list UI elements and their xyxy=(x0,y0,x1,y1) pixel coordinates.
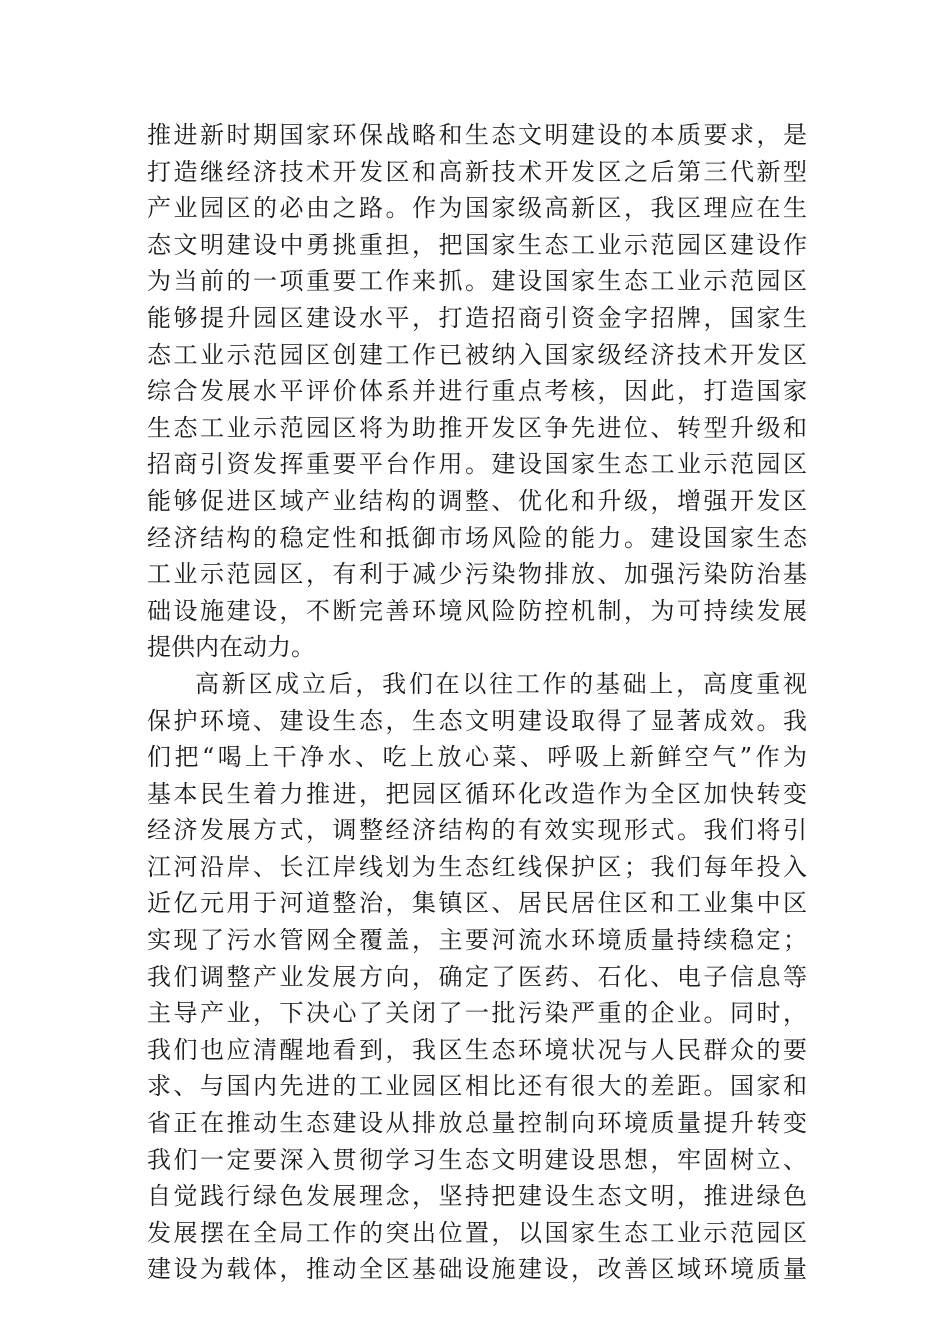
paragraph-line: 自觉践行绿色发展理念，坚持把建设生态文明，推进绿色 xyxy=(147,1182,807,1211)
paragraph-line: 江河沿岸、长江岸线划为生态红线保护区；我们每年投入 xyxy=(147,852,807,881)
paragraph-line: 提供内在动力。 xyxy=(147,633,315,662)
paragraph-line: 工业示范园区，有利于减少污染物排放、加强污染防治基 xyxy=(147,560,807,589)
paragraph-line: 态文明建设中勇挑重担，把国家生态工业示范园区建设作 xyxy=(147,230,807,259)
paragraph-line: 我们一定要深入贯彻学习生态文明建设思想，牢固树立、 xyxy=(147,1145,807,1174)
paragraph-line: 为当前的一项重要工作来抓。建设国家生态工业示范园区 xyxy=(147,267,807,296)
paragraph-line: 近亿元用于河道整治，集镇区、居民居住区和工业集中区 xyxy=(147,889,807,918)
paragraph-line: 招商引资发挥重要平台作用。建设国家生态工业示范园区 xyxy=(147,450,807,479)
paragraph-line: 产业园区的必由之路。作为国家级高新区，我区理应在生 xyxy=(147,194,807,223)
paragraph-line: 我们也应清醒地看到，我区生态环境状况与人民群众的要 xyxy=(147,1035,807,1064)
paragraph-line: 能够促进区域产业结构的调整、优化和升级，增强开发区 xyxy=(147,486,807,515)
paragraph-line: 生态工业示范园区将为助推开发区争先进位、转型升级和 xyxy=(147,413,807,442)
paragraph-line: 基本民生着力推进，把园区循环化改造作为全区加快转变 xyxy=(147,779,807,808)
paragraph-line: 主导产业，下决心了关闭了一批污染严重的企业。同时， xyxy=(147,999,807,1028)
paragraph-line: 综合发展水平评价体系并进行重点考核，因此，打造国家 xyxy=(147,377,807,406)
paragraph-line: 能够提升园区建设水平，打造招商引资金字招牌，国家生 xyxy=(147,303,807,332)
paragraph-line: 实现了污水管网全覆盖，主要河流水环境质量持续稳定； xyxy=(147,926,807,955)
paragraph-line: 础设施建设，不断完善环境风险防控机制，为可持续发展 xyxy=(147,596,807,625)
body-text xyxy=(147,117,807,1288)
paragraph-line: 求、与国内先进的工业园区相比还有很大的差距。国家和 xyxy=(147,1072,807,1101)
paragraph-line: 保护环境、建设生态，生态文明建设取得了显著成效。我 xyxy=(147,706,807,735)
paragraph xyxy=(147,117,807,666)
paragraph xyxy=(147,666,807,1288)
paragraph-line: 推进新时期国家环保战略和生态文明建设的本质要求，是 xyxy=(147,121,807,149)
paragraph-line: 经济发展方式，调整经济结构的有效实现形式。我们将引 xyxy=(147,816,807,845)
paragraph-line: 建设为载体，推动全区基础设施建设，改善区域环境质量 xyxy=(147,1255,807,1284)
paragraph-line: 经济结构的稳定性和抵御市场风险的能力。建设国家生态 xyxy=(147,523,807,552)
paragraph-line: 态工业示范园区创建工作已被纳入国家级经济技术开发区 xyxy=(147,340,807,369)
paragraph-line: 打造继经济技术开发区和高新技术开发区之后第三代新型 xyxy=(147,157,807,186)
paragraph-line: 高新区成立后，我们在以往工作的基础上，高度重视 xyxy=(195,669,807,698)
paragraph-line: 们把“喝上干净水、吃上放心菜、呼吸上新鲜空气”作为 xyxy=(147,743,807,772)
paragraph-line: 我们调整产业发展方向，确定了医药、石化、电子信息等 xyxy=(147,962,807,991)
paragraph-line: 发展摆在全局工作的突出位置，以国家生态工业示范园区 xyxy=(147,1218,807,1247)
paragraph-line: 省正在推动生态建设从排放总量控制向环境质量提升转变 xyxy=(147,1109,807,1138)
